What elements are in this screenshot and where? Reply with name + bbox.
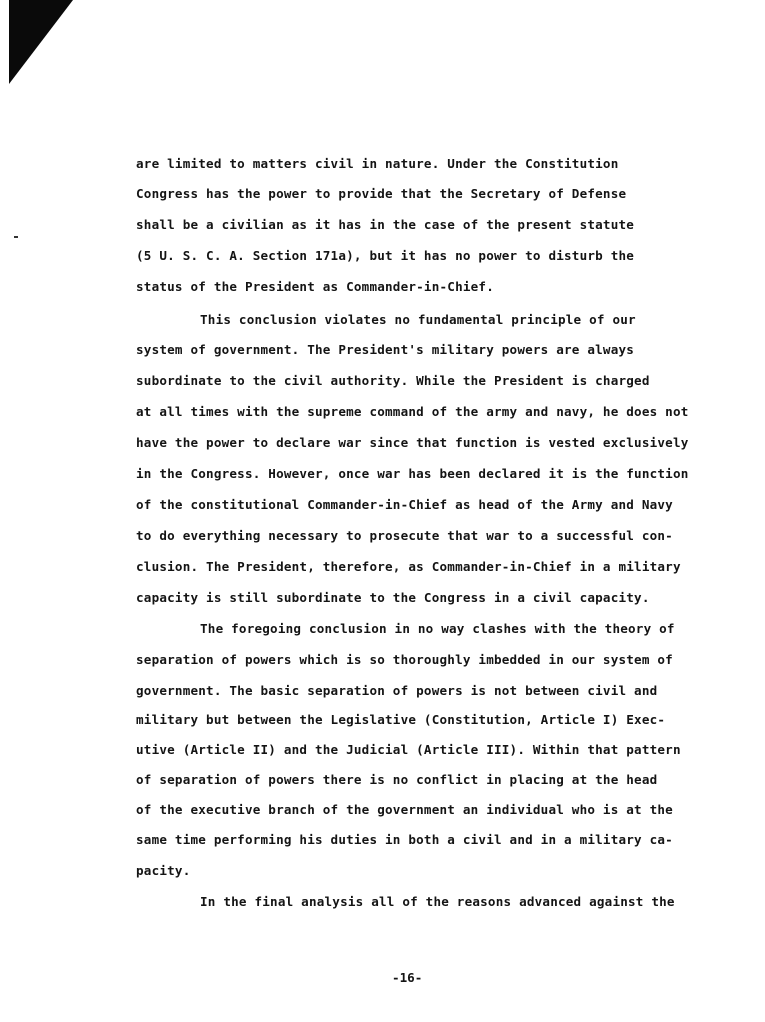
text-line: separation of powers which is so thoroughly imbedded in our system of <box>136 652 673 667</box>
text-line: of the executive branch of the government an individual who is at the <box>136 802 673 817</box>
text-line: status of the President as Commander-in-Chief. <box>136 279 494 294</box>
page-number: -16- <box>392 970 423 985</box>
text-line: The foregoing conclusion in no way clashes with the theory of <box>200 621 675 636</box>
text-line: capacity is still subordinate to the Congress in a civil capacity. <box>136 590 650 605</box>
text-line: of the constitutional Commander-in-Chief as head of the Army and Navy <box>136 497 673 512</box>
text-line: are limited to matters civil in nature. Under the Constitution <box>136 156 619 171</box>
text-line: pacity. <box>136 863 191 878</box>
text-line: have the power to declare war since that function is vested exclusively <box>136 435 689 450</box>
text-line: clusion. The President, therefore, as Commander-in-Chief in a military <box>136 559 681 574</box>
text-line: (5 U. S. C. A. Section 171a), but it has no power to disturb the <box>136 248 635 263</box>
text-line: of separation of powers there is no conflict in placing at the head <box>136 772 658 787</box>
text-line: military but between the Legislative (Constitution, Article I) Exec- <box>136 712 666 727</box>
text-line: in the Congress. However, once war has been declared it is the function <box>136 466 689 481</box>
text-line: system of government. The President's military powers are always <box>136 342 635 357</box>
text-line: In the final analysis all of the reasons advanced against the <box>200 894 675 909</box>
margin-speck <box>14 236 18 238</box>
text-line: utive (Article II) and the Judicial (Article III). Within that pattern <box>136 742 681 757</box>
text-line: to do everything necessary to prosecute that war to a successful con- <box>136 528 673 543</box>
text-line: subordinate to the civil authority. While the President is charged <box>136 373 650 388</box>
corner-mark <box>9 0 73 84</box>
text-line: shall be a civilian as it has in the case of the present statute <box>136 217 635 232</box>
text-line: government. The basic separation of powers is not between civil and <box>136 683 658 698</box>
text-line: same time performing his duties in both a civil and in a military ca- <box>136 832 673 847</box>
text-line: Congress has the power to provide that the Secretary of Defense <box>136 186 627 201</box>
text-line: This conclusion violates no fundamental principle of our <box>200 312 636 327</box>
text-line: at all times with the supreme command of the army and navy, he does not <box>136 404 689 419</box>
